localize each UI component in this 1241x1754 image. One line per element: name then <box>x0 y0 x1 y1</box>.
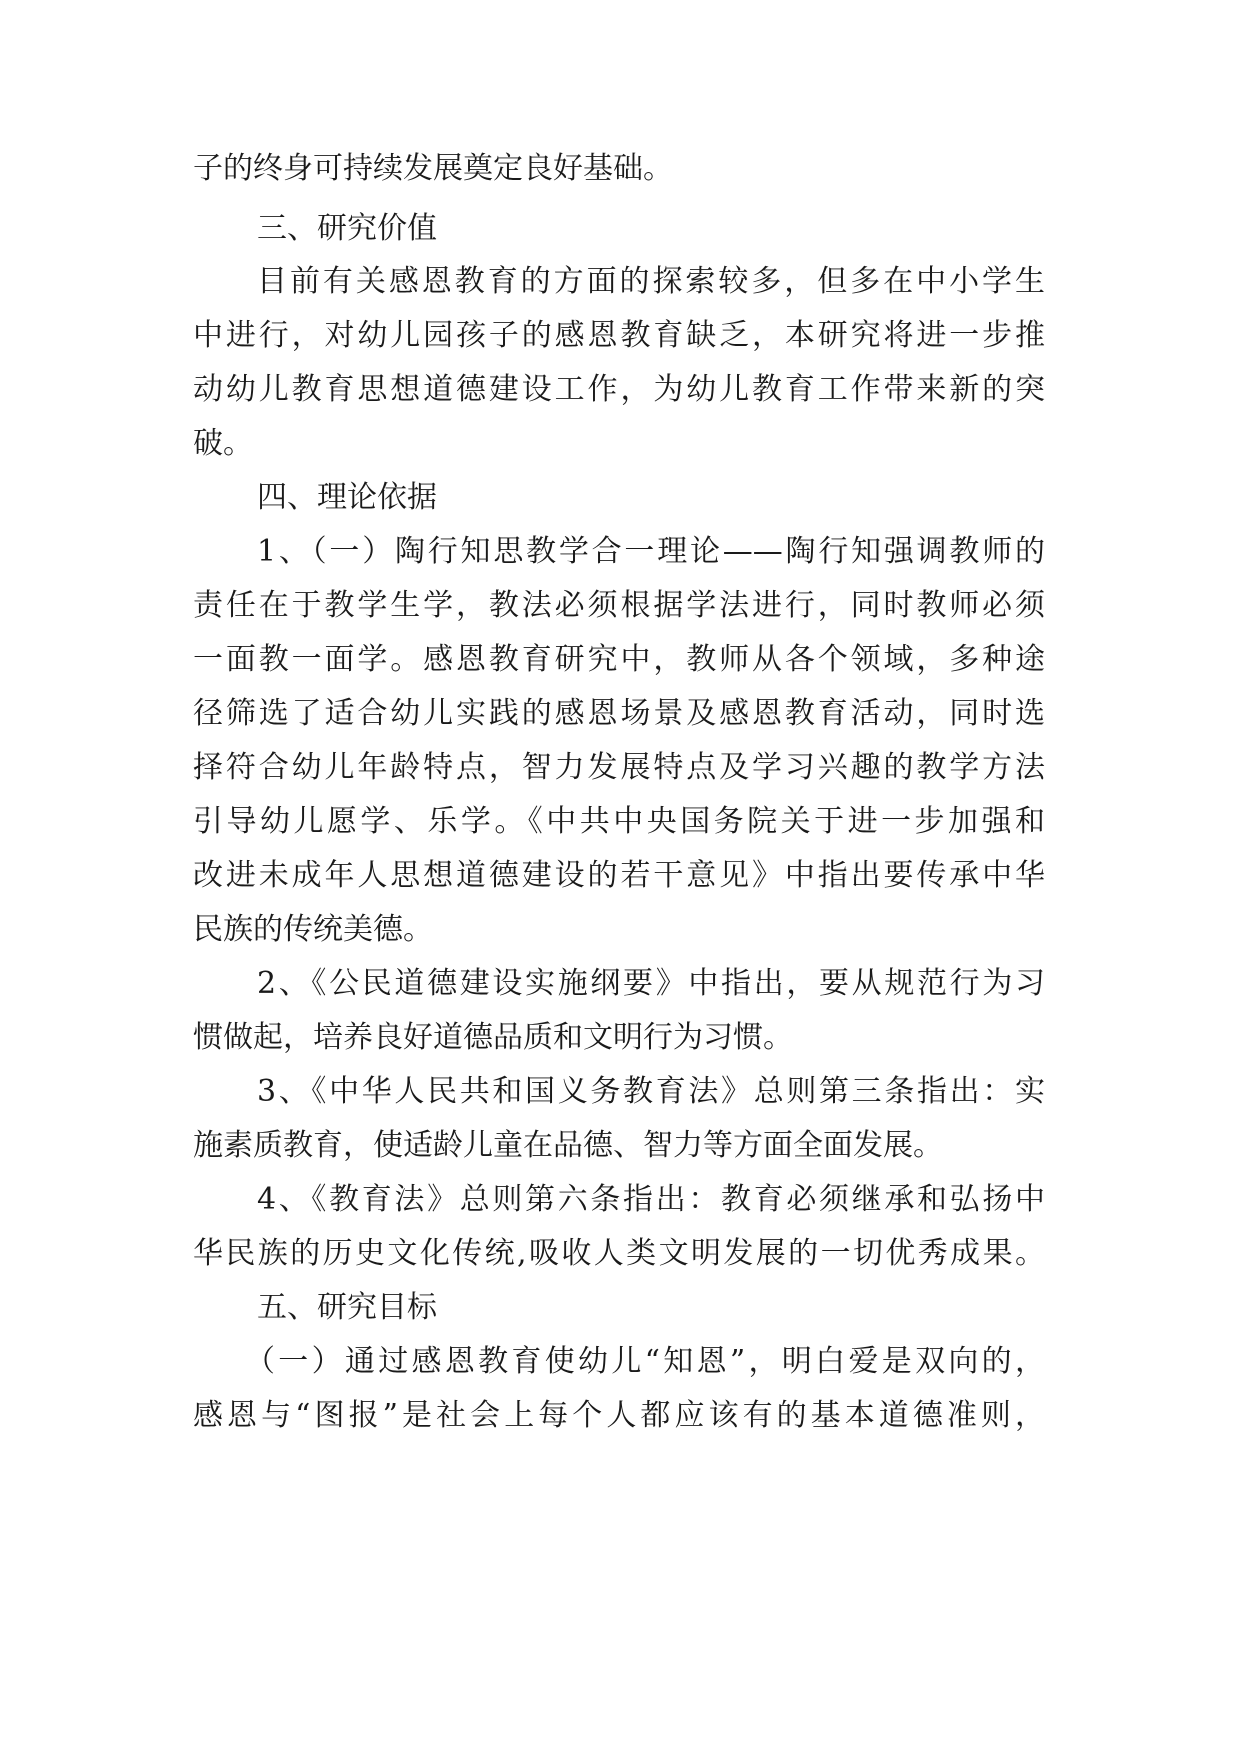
text-line: 惯做起，培养良好道德品质和文明行为习惯。 <box>193 1020 793 1055</box>
text-line: 引导幼儿愿学、乐学。《中共中央国务院关于进一步加强和 <box>193 804 1045 839</box>
text-line: 破。 <box>193 426 253 461</box>
text-line: 2、《公民道德建设实施纲要》中指出，要从规范行为习 <box>257 966 1045 1001</box>
text-line: 民族的传统美德。 <box>193 912 433 947</box>
text-line: 一面教一面学。感恩教育研究中，教师从各个领域，多种途 <box>193 642 1045 677</box>
text-line: 目前有关感恩教育的方面的探索较多，但多在中小学生 <box>257 264 1045 299</box>
text-line: 径筛选了适合幼儿实践的感恩场景及感恩教育活动，同时选 <box>193 696 1045 731</box>
section-heading: 五、研究目标 <box>257 1290 437 1325</box>
text-line: 3、《中华人民共和国义务教育法》总则第三条指出：实 <box>257 1074 1045 1109</box>
text-line: 子的终身可持续发展奠定良好基础。 <box>193 151 673 186</box>
text-line: 改进未成年人思想道德建设的若干意见》中指出要传承中华 <box>193 858 1045 893</box>
text-line: 4、《教育法》总则第六条指出：教育必须继承和弘扬中 <box>257 1182 1045 1217</box>
text-line: 中进行，对幼儿园孩子的感恩教育缺乏，本研究将进一步推 <box>193 318 1045 353</box>
section-heading: 三、研究价值 <box>257 211 437 246</box>
text-line: 华民族的历史文化传统,吸收人类文明发展的一切优秀成果。 <box>193 1236 1045 1271</box>
text-line: 责任在于教学生学，教法必须根据学法进行，同时教师必须 <box>193 588 1045 623</box>
section-heading: 四、理论依据 <box>257 480 437 515</box>
text-line: （一）通过感恩教育使幼儿“知恩”，明白爱是双向的， <box>245 1344 1045 1379</box>
text-line: 择符合幼儿年龄特点，智力发展特点及学习兴趣的教学方法 <box>193 750 1045 785</box>
text-line: 施素质教育，使适龄儿童在品德、智力等方面全面发展。 <box>193 1128 943 1163</box>
text-line: 感恩与“图报”是社会上每个人都应该有的基本道德准则， <box>193 1398 1045 1433</box>
text-line: 1、（一）陶行知思教学合一理论——陶行知强调教师的 <box>257 534 1045 569</box>
text-line: 动幼儿教育思想道德建设工作，为幼儿教育工作带来新的突 <box>193 372 1045 407</box>
